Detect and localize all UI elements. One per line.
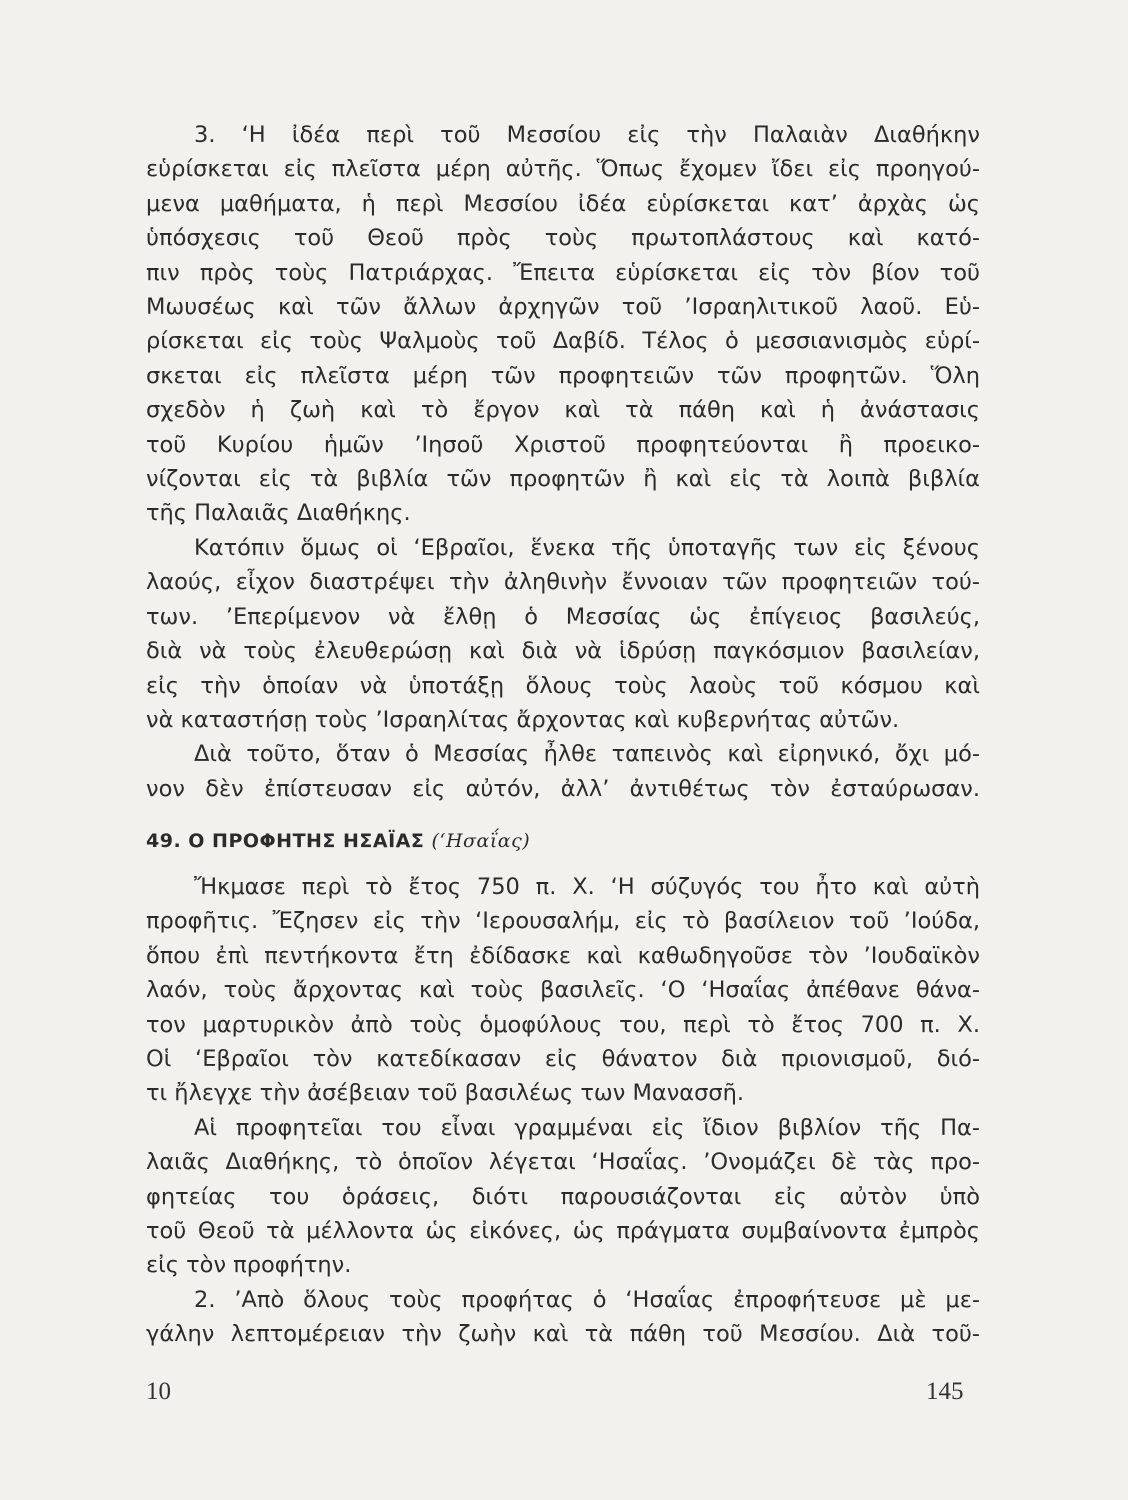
text-line: τον μαρτυρικὸν ἀπὸ τοὺς ὁμοφύλους του, περὶ τὸ ἔτος 700 π. Χ. <box>146 1011 980 1038</box>
paragraph-isaiah-detail <box>146 1283 980 1352</box>
bottom-text-block <box>146 870 980 1352</box>
text-line: ρίσκεται εἰς τοὺς Ψαλμοὺς τοῦ Δαβίδ. Τέλος ὁ μεσσιανισμὸς εὑρί- <box>146 328 980 355</box>
text-line: φητείας του ὁράσεις, διότι παρουσιάζονται εἰς αὐτὸν ὑπὸ <box>146 1183 980 1210</box>
text-line: γάλην λεπτομέρειαν τὴν ζωὴν καὶ τὰ πάθη τοῦ Μεσσίου. Διὰ τοῦ- <box>146 1321 980 1348</box>
section-subtitle: (‘Ησαΐας) <box>431 830 531 852</box>
text-line: λαόν, τοὺς ἄρχοντας καὶ τοὺς βασιλεῖς. ‘Ο ‘Ησαΐας ἀπέθανε θάνα- <box>146 977 980 1004</box>
text-line: τοῦ Κυρίου ἡμῶν ’Ιησοῦ Χριστοῦ προφητεύονται ἢ προεικο- <box>146 431 980 458</box>
text-line: τῆς Παλαιᾶς Διαθήκης. <box>146 500 411 527</box>
text-line: προφῆτις. Ἔζησεν εἰς τὴν ‘Ιερουσαλήμ, εἰς τὸ βασίλειον τοῦ ’Ιούδα, <box>146 908 980 935</box>
text-line: Διὰ τοῦτο, ὅταν ὁ Μεσσίας ἦλθε ταπεινὸς καὶ εἰρηνικό, ὄχι μό- <box>194 741 980 768</box>
text-line: 2. ’Απὸ ὅλους τοὺς προφήτας ὁ ‘Ησαΐας ἐπροφήτευσε μὲ με- <box>194 1286 980 1313</box>
text-line: νον δὲν ἐπίστευσαν εἰς αὐτόν, ἀλλ’ ἀντιθέτως τὸν ἐσταύρωσαν. <box>146 775 980 802</box>
paragraph-isaiah-life <box>146 870 980 1111</box>
text-line: πιν πρὸς τοὺς Πατριάρχας. Ἔπειτα εὑρίσκεται εἰς τὸν βίον τοῦ <box>146 259 980 286</box>
text-line: Αἱ προφητεῖαι του εἶναι γραμμέναι εἰς ἴδιον βιβλίον τῆς Πα- <box>194 1114 980 1141</box>
text-line: νίζονται εἰς τὰ βιβλία τῶν προφητῶν ἢ καὶ εἰς τὰ λοιπὰ βιβλία <box>146 466 980 493</box>
section-title: 49. Ο ΠΡΟΦΗΤΗΣ ΗΣΑΪΑΣ <box>146 830 425 852</box>
paragraph-crucifixion <box>146 737 980 806</box>
paragraph-messiah-idea <box>146 118 980 531</box>
text-line: λαιᾶς Διαθήκης, τὸ ὁποῖον λέγεται ‘Ησαΐας. ’Ονομάζει δὲ τὰς προ- <box>146 1149 980 1176</box>
text-line: διὰ νὰ τοὺς ἐλευθερώσῃ καὶ διὰ νὰ ἱδρύσῃ παγκόσμιον βασιλείαν, <box>146 638 980 665</box>
folio-left: 10 <box>146 1378 171 1405</box>
paragraph-hebrews-distortion <box>146 531 980 737</box>
text-line: Μωυσέως καὶ τῶν ἄλλων ἀρχηγῶν τοῦ ’Ισραηλιτικοῦ λαοῦ. Εὑ- <box>146 294 980 321</box>
text-line: Ἤκμασε περὶ τὸ ἔτος 750 π. Χ. ‘Η σύζυγός του ἦτο καὶ αὐτὴ <box>194 874 980 900</box>
text-line: εὑρίσκεται εἰς πλεῖστα μέρη αὐτῆς. Ὅπως ἔχομεν ἴδει εἰς προηγού- <box>146 156 980 183</box>
text-line: ὑπόσχεσις τοῦ Θεοῦ πρὸς τοὺς πρωτοπλάστους καὶ κατό- <box>146 225 980 252</box>
text-line: λαούς, εἶχον διαστρέψει τὴν ἀληθινὴν ἔννοιαν τῶν προφητειῶν τού- <box>146 569 980 596</box>
text-line: τοῦ Θεοῦ τὰ μέλλοντα ὡς εἰκόνες, ὡς πράγματα συμβαίνοντα ἐμπρὸς <box>146 1218 980 1245</box>
text-line: 3. ‘Η ἰδέα περὶ τοῦ Μεσσίου εἰς τὴν Παλαιὰν Διαθήκην <box>194 122 980 148</box>
text-line: εἰς τὸν προφήτην. <box>146 1252 352 1279</box>
text-line: Κατόπιν ὅμως οἱ ‘Εβραῖοι, ἕνεκα τῆς ὑποταγῆς των εἰς ξένους <box>194 534 980 561</box>
text-line: μενα μαθήματα, ἡ περὶ Μεσσίου ἰδέα εὑρίσκεται κατ’ ἀρχὰς ὡς <box>146 190 980 217</box>
text-line: σκεται εἰς πλεῖστα μέρη τῶν προφητειῶν τῶν προφητῶν. Ὅλη <box>146 362 980 389</box>
text-line: τι ἤλεγχε τὴν ἀσέβειαν τοῦ βασιλέως των Μανασσῆ. <box>146 1080 745 1107</box>
top-text-block <box>146 118 980 806</box>
text-line: ὅπου ἐπὶ πεντήκοντα ἔτη ἐδίδασκε καὶ καθωδηγοῦσε τὸν ’Ιουδαϊκὸν <box>146 942 980 969</box>
text-line: σχεδὸν ἡ ζωὴ καὶ τὸ ἔργον καὶ τὰ πάθη καὶ ἡ ἀνάστασις <box>146 397 980 424</box>
text-line: νὰ καταστήσῃ τοὺς ’Ισραηλίτας ἄρχοντας καὶ κυβερνήτας αὐτῶν. <box>146 706 900 733</box>
text-line: εἰς τὴν ὁποίαν νὰ ὑποτάξῃ ὅλους τοὺς λαοὺς τοῦ κόσμου καὶ <box>146 672 980 699</box>
page-number: 145 <box>926 1378 964 1405</box>
text-line: Οἱ ‘Εβραῖοι τὸν κατεδίκασαν εἰς θάνατον διὰ πριονισμοῦ, διό- <box>146 1046 980 1073</box>
paragraph-isaiah-prophecies <box>146 1111 980 1283</box>
text-line: των. ’Επερίμενον νὰ ἔλθῃ ὁ Μεσσίας ὡς ἐπίγειος βασιλεύς, <box>146 603 980 630</box>
section-heading <box>146 830 530 852</box>
